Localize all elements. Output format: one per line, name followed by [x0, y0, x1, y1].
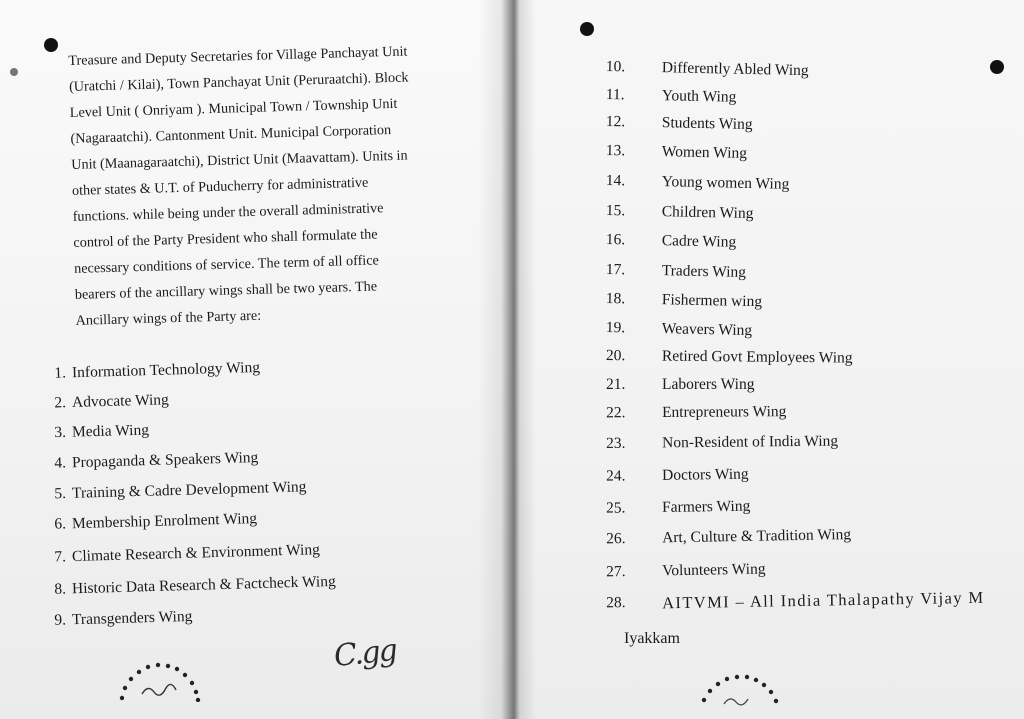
item-label: Young women Wing	[661, 173, 790, 193]
item-number: 8.	[54, 580, 67, 598]
item-number: 24.	[605, 467, 626, 485]
intro-line: functions. while being under the overall administrative	[72, 200, 384, 225]
item-label: Transgenders Wing	[71, 607, 193, 629]
item-label: Training & Cadre Development Wing	[71, 478, 307, 502]
book-gutter	[478, 0, 536, 719]
right-page	[512, 0, 1024, 719]
item-label: Youth Wing	[661, 87, 737, 106]
item-number: 26.	[605, 530, 626, 548]
item-number: 15.	[605, 201, 626, 220]
item-label: Farmers Wing	[661, 497, 751, 516]
item-number: 1.	[54, 364, 67, 382]
list-item	[44, 359, 260, 383]
list-item	[44, 608, 193, 630]
item-number: 23.	[605, 434, 626, 453]
item-number: 16.	[605, 230, 626, 249]
item-label: Women Wing	[661, 143, 748, 162]
intro-line: necessary conditions of service. The term of all office	[73, 252, 380, 277]
item-number: 5.	[54, 485, 67, 503]
intro-line: Level Unit ( Onriyam ). Municipal Town / Township Unit	[69, 95, 398, 121]
intro-line: bearers of the ancillary wings shall be two years. The	[74, 278, 378, 303]
item-label: Cadre Wing	[661, 232, 737, 251]
item-number: 28.	[605, 594, 626, 612]
item-label: Children Wing	[661, 203, 754, 223]
item-label: Traders Wing	[661, 262, 747, 281]
intro-line: other states & U.T. of Puducherry for administrative	[71, 174, 369, 199]
item-number: 9.	[54, 611, 67, 629]
item-number: 6.	[54, 515, 67, 533]
item-label: AITVMI – All India Thalapathy Vijay M	[661, 587, 985, 613]
item-number: 10.	[605, 57, 626, 76]
right-wing-list	[512, 0, 1024, 719]
item-label: Retired Govt Employees Wing	[661, 347, 853, 367]
intro-line: Treasure and Deputy Secretaries for Village Panchayat Unit	[68, 43, 408, 69]
item-number: 25.	[605, 499, 626, 517]
list-item	[44, 573, 336, 599]
item-label: Weavers Wing	[661, 320, 753, 340]
item-number: 27.	[605, 563, 626, 581]
item-label: Fishermen wing	[661, 291, 763, 311]
item-label: Media Wing	[71, 421, 150, 441]
item-label: Information Technology Wing	[71, 358, 261, 382]
intro-line: (Uratchi / Kilai), Town Panchayat Unit (Peruraatchi). Block	[68, 69, 409, 95]
item-number: 21.	[606, 376, 626, 393]
item-label: Art, Culture & Tradition Wing	[661, 526, 852, 547]
item-label: Volunteers Wing	[661, 560, 766, 580]
item-label: Laborers Wing	[662, 376, 755, 393]
list-item	[44, 510, 257, 534]
party-seal-icon	[112, 654, 208, 702]
intro-line: (Nagaraatchi). Cantonment Unit. Municipal Corporation	[70, 122, 392, 147]
item-label: Students Wing	[661, 114, 753, 134]
party-seal-icon	[692, 660, 788, 708]
continuation-text: Iyakkam	[624, 630, 680, 647]
item-number: 13.	[605, 141, 626, 160]
item-number: 20.	[605, 346, 626, 365]
signature: C.gg	[332, 632, 398, 675]
item-label: Advocate Wing	[71, 391, 170, 411]
item-number: 17.	[605, 260, 626, 279]
item-label: Historic Data Research & Factcheck Wing	[71, 572, 336, 598]
item-number: 22.	[605, 404, 626, 422]
intro-line: control of the Party President who shall formulate the	[73, 226, 378, 251]
item-number: 4.	[54, 454, 67, 472]
item-label: Entrepreneurs Wing	[661, 403, 787, 421]
list-item	[44, 541, 320, 567]
item-label: Non-Resident of India Wing	[661, 432, 839, 452]
item-label: Climate Research & Environment Wing	[71, 541, 321, 566]
item-number: 14.	[605, 171, 626, 190]
item-label: Doctors Wing	[661, 465, 749, 484]
item-number: 11.	[605, 85, 625, 104]
list-item	[44, 391, 169, 412]
item-label: Membership Enrolment Wing	[71, 510, 258, 533]
item-number: 19.	[605, 318, 626, 337]
list-item	[44, 478, 307, 503]
item-number: 12.	[605, 112, 626, 131]
item-number: 7.	[54, 548, 67, 566]
item-number: 18.	[605, 289, 626, 308]
item-label: Differently Abled Wing	[661, 59, 809, 80]
intro-line: Ancillary wings of the Party are:	[75, 307, 262, 329]
intro-line: Unit (Maanagaraatchi), District Unit (Maavattam). Units in	[71, 147, 408, 173]
list-item	[44, 449, 259, 473]
item-number: 2.	[54, 394, 67, 412]
item-label: Propaganda & Speakers Wing	[71, 449, 259, 472]
list-item	[44, 422, 149, 443]
item-number: 3.	[54, 423, 67, 442]
